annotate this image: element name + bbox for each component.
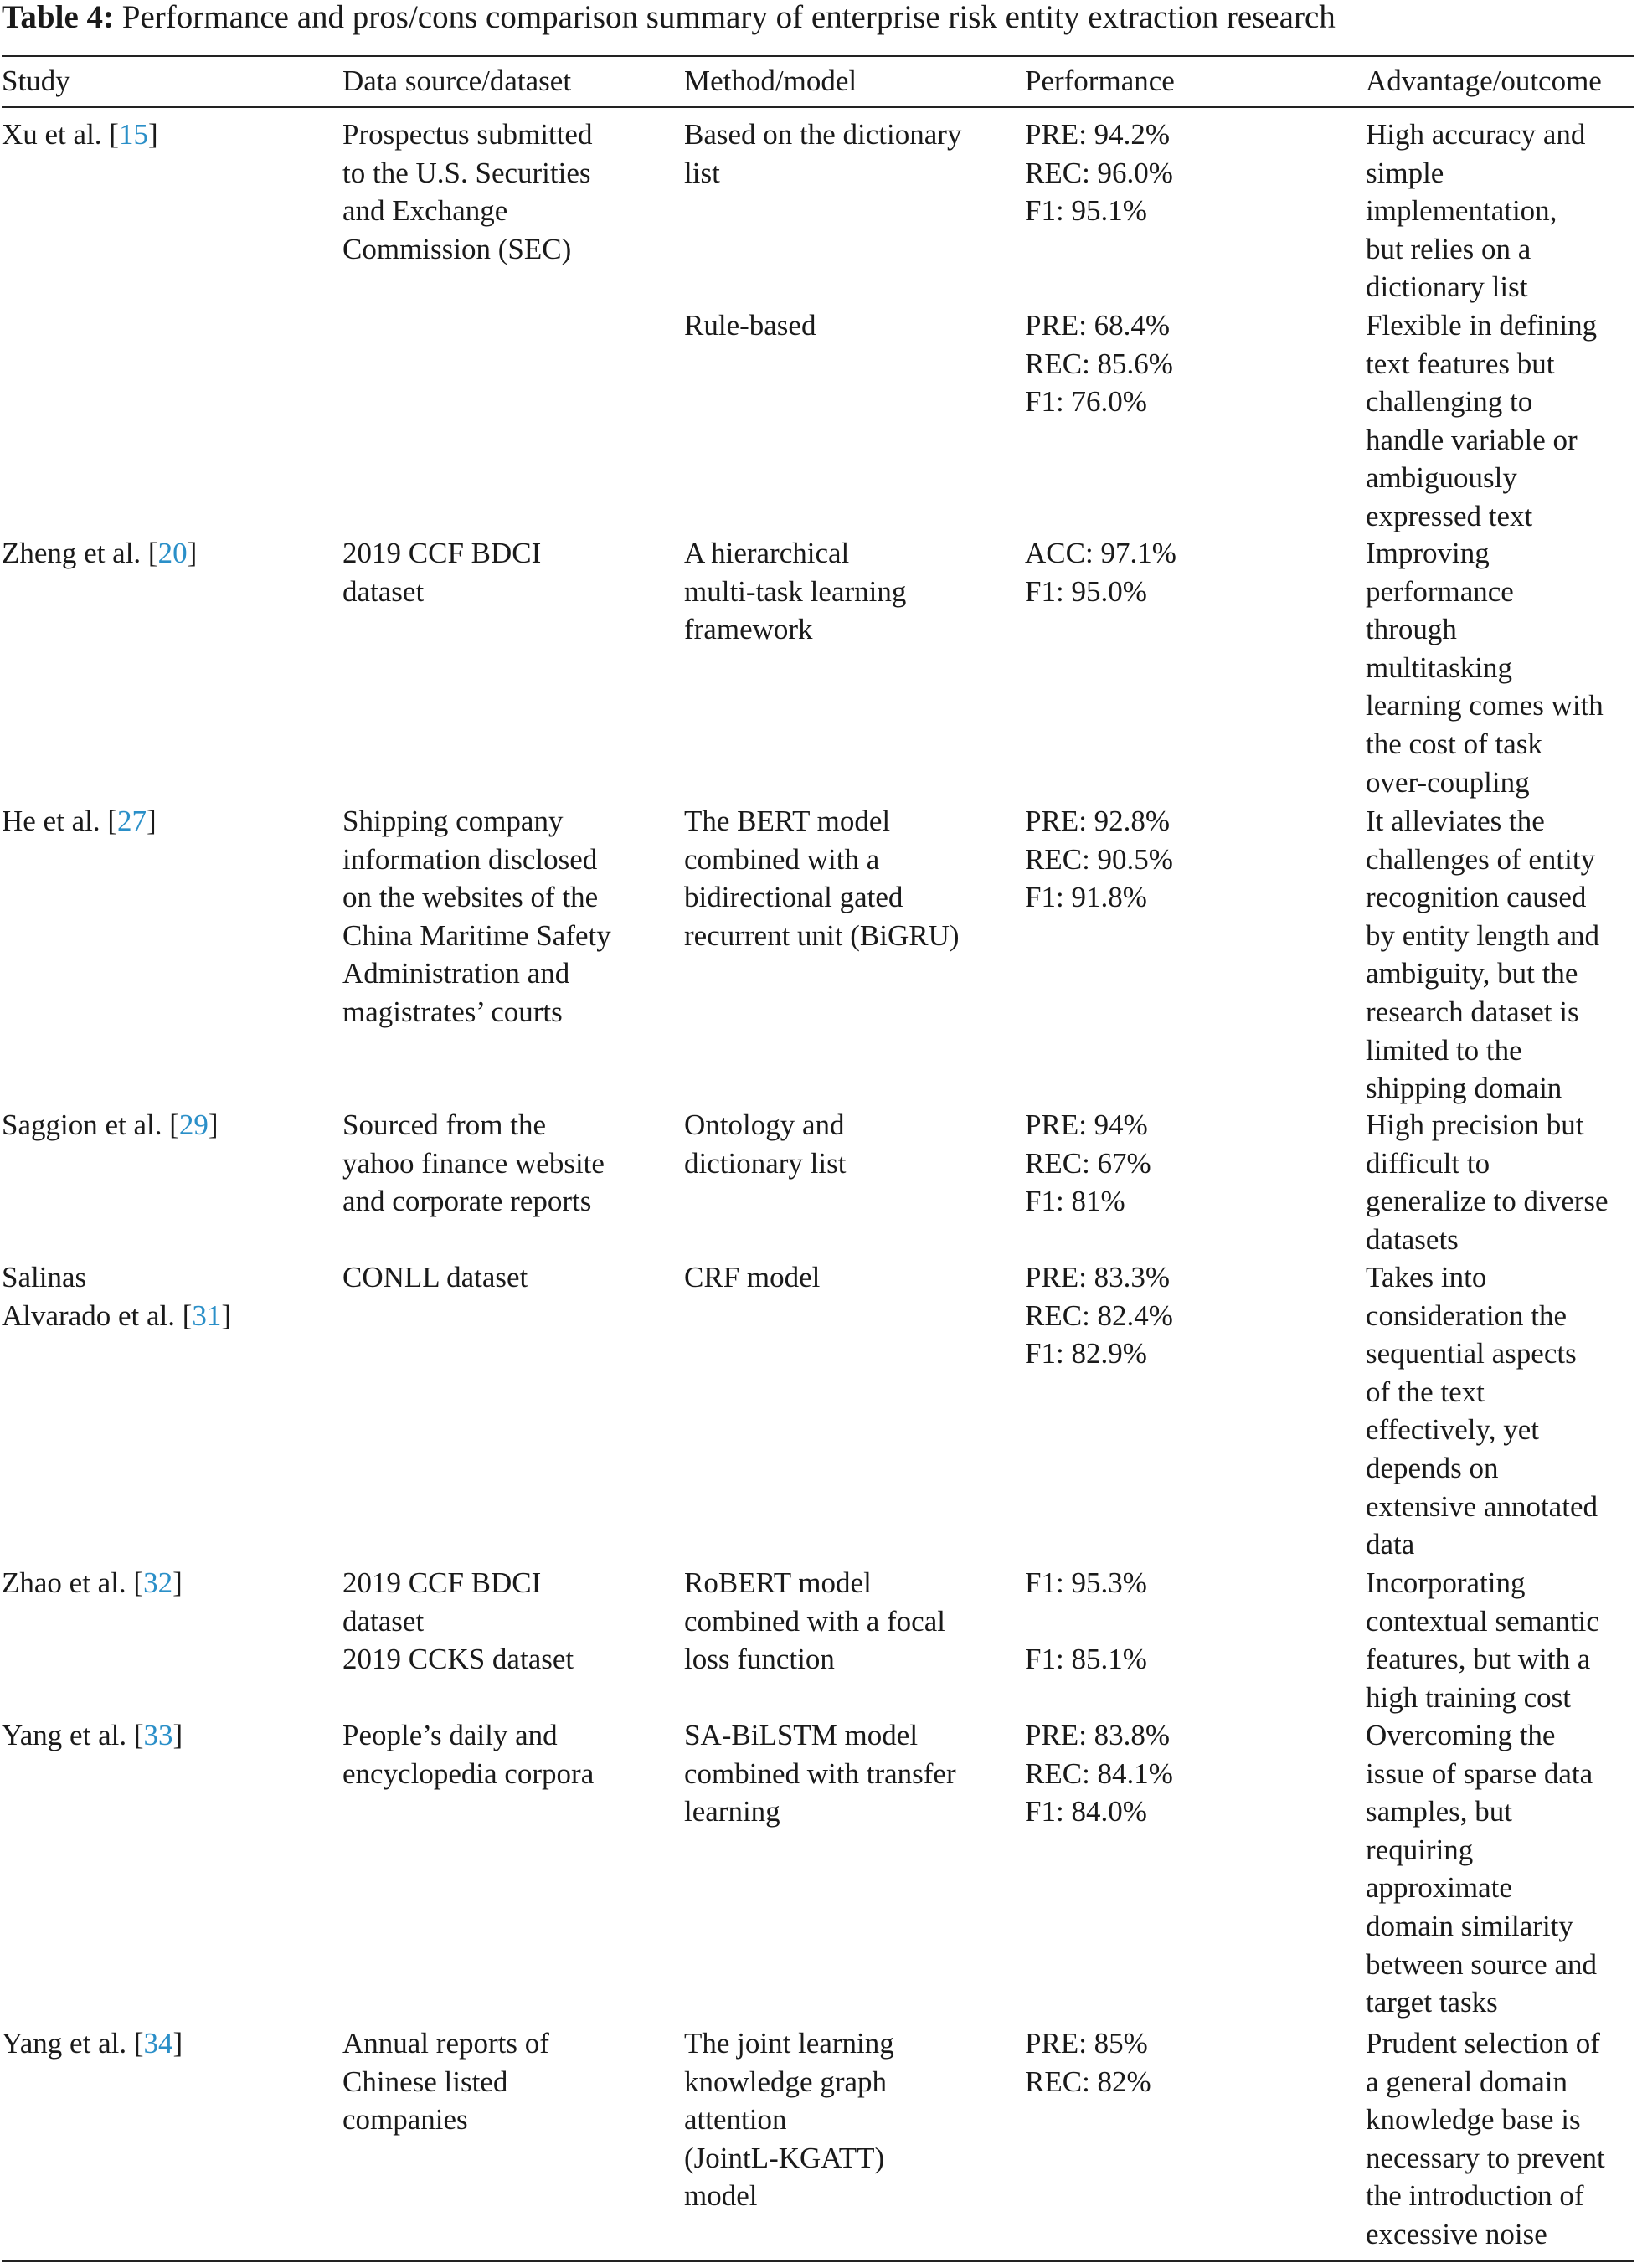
cell-line: simple: [1366, 156, 1444, 189]
cell-line: 2019 CCF BDCI: [342, 1566, 542, 1599]
header-performance: Performance: [1025, 64, 1175, 97]
study-cell: [2, 1106, 219, 1144]
cell-line: Prospectus submitted: [342, 118, 593, 151]
cell-line: necessary to prevent: [1366, 2141, 1605, 2174]
table-caption: [2, 0, 1637, 37]
cell-line: implementation,: [1366, 194, 1557, 228]
cell-line: F1: 85.1%: [1025, 1643, 1147, 1676]
cell-line: China Maritime Safety: [342, 918, 611, 952]
table-label: Table 4:: [2, 0, 115, 35]
cell-line: F1: 91.8%: [1025, 881, 1147, 914]
method-cell: [684, 1258, 820, 1297]
citation-bracket: ]: [172, 2027, 183, 2060]
cell-line: sequential aspects: [1366, 1337, 1577, 1371]
cell-line: on the websites of the: [342, 881, 599, 914]
performance-cell: [1025, 1716, 1173, 1831]
data-source-cell: [342, 1258, 528, 1297]
cell-line: text features but: [1366, 347, 1555, 380]
cell-line: PRE: 68.4%: [1025, 309, 1171, 342]
cell-line: handle variable or: [1366, 423, 1578, 456]
cell-line: model: [684, 2179, 758, 2213]
cell-line: companies: [342, 2103, 468, 2137]
data-source-cell: [342, 1716, 594, 1792]
study-cell: [2, 534, 197, 573]
citation-link[interactable]: 33: [143, 1719, 173, 1751]
study-name: [2, 1297, 231, 1335]
cell-line: combined with a: [684, 842, 880, 876]
cell-line: F1: 95.0%: [1025, 574, 1147, 608]
cell-line: to the U.S. Securities: [342, 156, 591, 189]
citation-link[interactable]: 20: [157, 537, 188, 569]
cell-line: PRE: 85%: [1025, 2027, 1148, 2060]
bottom-rule: [2, 2260, 1634, 2262]
cell-line: F1: 95.1%: [1025, 194, 1147, 228]
cell-line: target tasks: [1366, 1986, 1498, 2019]
cell-line: over-coupling: [1366, 765, 1530, 799]
method-cell: [684, 1106, 846, 1182]
cell-line: between source and: [1366, 1947, 1597, 1981]
cell-line: limited to the: [1366, 1033, 1522, 1067]
cell-line: domain similarity: [1366, 1909, 1573, 1942]
cell-line: knowledge base is: [1366, 2103, 1581, 2137]
cell-line: High accuracy and: [1366, 118, 1586, 151]
cell-line: recognition caused: [1366, 881, 1587, 914]
cell-line: learning comes with: [1366, 689, 1604, 723]
cell-line: F1: 95.3%: [1025, 1566, 1147, 1599]
cell-line: F1: 81%: [1025, 1185, 1125, 1218]
study-name: [2, 2024, 183, 2063]
study-author: He et al. [: [2, 805, 117, 837]
data-source-cell: [342, 1106, 605, 1221]
cell-line: contextual semantic: [1366, 1604, 1599, 1638]
cell-line: attention: [684, 2103, 787, 2137]
cell-line: information disclosed: [342, 842, 598, 876]
cell-line: CRF model: [684, 1261, 821, 1293]
performance-cell: [1025, 2024, 1151, 2101]
citation-bracket: ]: [208, 1108, 219, 1141]
cell-line: Improving: [1366, 537, 1490, 569]
cell-line: recurrent unit (BiGRU): [684, 918, 960, 952]
cell-line: REC: 82.4%: [1025, 1299, 1173, 1332]
cell-line: high training cost: [1366, 1680, 1571, 1714]
table-title: Performance and pros/cons comparison summary of enterprise risk entity extraction research: [121, 0, 1336, 35]
method-cell: [684, 306, 816, 345]
cell-line: performance: [1366, 574, 1514, 608]
cell-line: by entity length and: [1366, 918, 1599, 952]
method-cell: [684, 534, 906, 649]
cell-line: Sourced from the: [342, 1108, 546, 1141]
cell-line: features, but with a: [1366, 1643, 1591, 1676]
cell-line: encyclopedia corpora: [342, 1756, 595, 1790]
cell-line: loss function: [684, 1643, 835, 1676]
cell-line: challenging to: [1366, 385, 1533, 419]
cell-line: SA-BiLSTM model: [684, 1719, 919, 1751]
cell-line: datasets: [1366, 1222, 1459, 1256]
method-cell: [684, 1564, 945, 1679]
cell-line: The BERT model: [684, 805, 891, 837]
advantage-cell: [1366, 2024, 1605, 2254]
cell-line: extensive annotated: [1366, 1489, 1598, 1523]
cell-line: approximate: [1366, 1871, 1512, 1905]
study-author: Zheng et al. [: [2, 537, 158, 569]
cell-line: consideration the: [1366, 1299, 1568, 1332]
header-data-source: Data source/dataset: [342, 64, 572, 97]
cell-line: the cost of task: [1366, 727, 1542, 760]
study-cell: [2, 1564, 183, 1602]
cell-line: REC: 67%: [1025, 1146, 1151, 1180]
citation-bracket: ]: [172, 1719, 183, 1751]
advantage-cell: [1366, 1716, 1597, 2022]
cell-line: expressed text: [1366, 499, 1533, 532]
cell-line: Annual reports of: [342, 2027, 549, 2060]
advantage-cell: [1366, 534, 1604, 801]
study-author: Xu et al. [: [2, 118, 119, 151]
cell-line: Chinese listed: [342, 2065, 508, 2098]
cell-line: depends on: [1366, 1451, 1499, 1484]
study-cell: [2, 802, 157, 841]
data-source-cell: [342, 1564, 574, 1679]
study-author: Zhao et al. [: [2, 1566, 144, 1599]
study-name: [2, 116, 158, 154]
cell-line: PRE: 92.8%: [1025, 805, 1171, 837]
cell-line: PRE: 83.8%: [1025, 1719, 1171, 1751]
cell-line: issue of sparse data: [1366, 1756, 1593, 1790]
data-source-cell: [342, 802, 611, 1031]
header-advantage: Advantage/outcome: [1366, 64, 1602, 97]
citation-link[interactable]: 32: [143, 1566, 173, 1599]
study-name-line: Salinas: [2, 1261, 87, 1293]
cell-line: difficult to: [1366, 1146, 1490, 1180]
study-name: [2, 802, 157, 841]
cell-line: RoBERT model: [684, 1566, 872, 1599]
citation-bracket: ]: [146, 805, 157, 837]
cell-line: ACC: 97.1%: [1025, 537, 1176, 569]
study-name: [2, 534, 197, 573]
study-name: [2, 1106, 219, 1144]
method-cell: [684, 1716, 956, 1831]
cell-line: 2019 CCKS dataset: [342, 1643, 574, 1676]
citation-bracket: ]: [187, 537, 198, 569]
study-cell: [2, 1258, 231, 1335]
cell-line: but relies on a: [1366, 232, 1531, 265]
cell-line: knowledge graph: [684, 2065, 888, 2098]
study-name: [2, 1564, 183, 1602]
cell-line: (JointL-KGATT): [684, 2141, 885, 2174]
study-author: Alvarado et al. [: [2, 1299, 193, 1332]
cell-line: data: [1366, 1528, 1415, 1561]
cell-line: of the text: [1366, 1375, 1485, 1408]
cell-line: samples, but: [1366, 1795, 1512, 1828]
citation-link[interactable]: 15: [118, 118, 148, 151]
cell-line: and Exchange: [342, 194, 508, 228]
cell-line: Shipping company: [342, 805, 564, 837]
advantage-cell: [1366, 1106, 1609, 1258]
cell-line: dictionary list: [1366, 270, 1528, 304]
performance-cell: [1025, 1106, 1151, 1221]
cell-line: requiring: [1366, 1833, 1474, 1866]
cell-line: F1: 82.9%: [1025, 1337, 1147, 1371]
cell-line: list: [684, 156, 720, 189]
citation-bracket: ]: [147, 118, 158, 151]
citation-link[interactable]: 29: [178, 1108, 208, 1141]
cell-line: Prudent selection of: [1366, 2027, 1600, 2060]
cell-line: Incorporating: [1366, 1566, 1526, 1599]
cell-line: People’s daily and: [342, 1719, 558, 1751]
cell-line: shipping domain: [1366, 1072, 1562, 1105]
cell-line: ambiguously: [1366, 461, 1517, 495]
advantage-cell: [1366, 802, 1599, 1108]
top-rule: [2, 55, 1634, 57]
header-method: Method/model: [684, 64, 857, 97]
citation-link[interactable]: 27: [116, 805, 147, 837]
study-author: Yang et al. [: [2, 1719, 144, 1751]
cell-line: and corporate reports: [342, 1185, 592, 1218]
cell-line: ambiguity, but the: [1366, 957, 1578, 990]
cell-line: bidirectional gated: [684, 881, 903, 914]
cell-line: research dataset is: [1366, 995, 1579, 1028]
cell-line: Based on the dictionary: [684, 118, 962, 151]
cell-line: A hierarchical: [684, 537, 850, 569]
cell-line: through: [1366, 613, 1457, 646]
cell-line: REC: 84.1%: [1025, 1756, 1173, 1790]
cell-line: REC: 82%: [1025, 2065, 1151, 2098]
cell-line: High precision but: [1366, 1108, 1584, 1141]
cell-line: PRE: 83.3%: [1025, 1261, 1171, 1293]
cell-line: F1: 84.0%: [1025, 1795, 1147, 1828]
method-cell: [684, 116, 961, 192]
cell-line: Administration and: [342, 957, 570, 990]
cell-line: Commission (SEC): [342, 232, 572, 265]
cell-line: F1: 76.0%: [1025, 385, 1147, 419]
cell-line: dictionary list: [684, 1146, 847, 1180]
performance-cell: [1025, 1564, 1147, 1679]
cell-line: PRE: 94%: [1025, 1108, 1148, 1141]
performance-cell: [1025, 1258, 1173, 1373]
performance-cell: [1025, 802, 1173, 917]
study-name: [2, 1716, 183, 1755]
cell-line: learning: [684, 1795, 780, 1828]
cell-line: multi-task learning: [684, 574, 907, 608]
study-author: Yang et al. [: [2, 2027, 144, 2060]
cell-line: It alleviates the: [1366, 805, 1545, 837]
advantage-cell: [1366, 116, 1585, 306]
cell-line: Ontology and: [684, 1108, 845, 1141]
cell-line: REC: 96.0%: [1025, 156, 1173, 189]
advantage-cell: [1366, 1258, 1598, 1564]
cell-line: combined with a focal: [684, 1604, 945, 1638]
study-cell: [2, 116, 158, 154]
method-cell: [684, 2024, 894, 2215]
citation-link[interactable]: 31: [192, 1299, 222, 1332]
performance-cell: [1025, 306, 1173, 421]
cell-line: effectively, yet: [1366, 1413, 1539, 1447]
cell-line: combined with transfer: [684, 1756, 956, 1790]
cell-line: generalize to diverse: [1366, 1185, 1609, 1218]
cell-line: REC: 85.6%: [1025, 347, 1173, 380]
citation-link[interactable]: 34: [143, 2027, 173, 2060]
cell-line: dataset: [342, 574, 425, 608]
citation-bracket: ]: [221, 1299, 232, 1332]
cell-line: challenges of entity: [1366, 842, 1596, 876]
advantage-cell: [1366, 1564, 1599, 1716]
citation-bracket: ]: [172, 1566, 183, 1599]
study-author: Saggion et al. [: [2, 1108, 179, 1141]
cell-line: the introduction of: [1366, 2179, 1584, 2213]
cell-line: Overcoming the: [1366, 1719, 1556, 1751]
cell-line: PRE: 94.2%: [1025, 118, 1171, 151]
cell-line: excessive noise: [1366, 2217, 1547, 2250]
performance-cell: [1025, 534, 1176, 610]
cell-line: a general domain: [1366, 2065, 1568, 2098]
cell-line: 2019 CCF BDCI: [342, 537, 542, 569]
data-source-cell: [342, 116, 592, 268]
cell-line: magistrates’ courts: [342, 995, 563, 1028]
cell-line: CONLL dataset: [342, 1261, 528, 1293]
study-cell: [2, 2024, 183, 2063]
data-source-cell: [342, 2024, 549, 2139]
header-rule: [2, 106, 1634, 108]
study-cell: [2, 1716, 183, 1755]
cell-line: Flexible in defining: [1366, 309, 1598, 342]
cell-line: framework: [684, 613, 813, 646]
cell-line: REC: 90.5%: [1025, 842, 1173, 876]
cell-line: multitasking: [1366, 651, 1512, 684]
cell-line: The joint learning: [684, 2027, 894, 2060]
cell-line: [1025, 1602, 1147, 1641]
cell-line: Rule-based: [684, 309, 816, 342]
advantage-cell: [1366, 306, 1597, 536]
method-cell: [684, 802, 960, 954]
cell-line: dataset: [342, 1604, 425, 1638]
performance-cell: [1025, 116, 1173, 230]
header-study: Study: [2, 64, 70, 97]
cell-line: yahoo finance website: [342, 1146, 605, 1180]
data-source-cell: [342, 534, 541, 610]
cell-line: Takes into: [1366, 1261, 1487, 1293]
